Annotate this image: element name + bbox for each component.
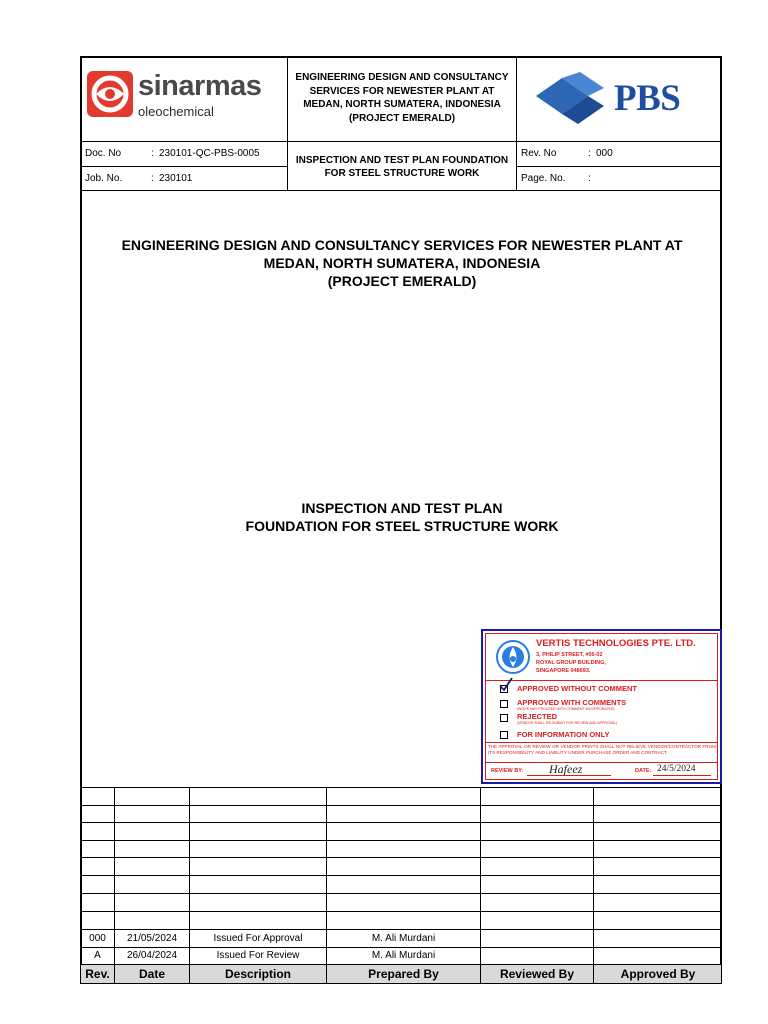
job-no-colon: : <box>151 173 154 184</box>
column-header: Prepared By <box>368 967 439 981</box>
stamp-option-label: APPROVED WITH COMMENTS <box>517 698 627 707</box>
column-header: Date <box>138 967 165 981</box>
job-no-label: Job. No. <box>85 173 123 184</box>
stamp-date-value: 24/5/2024 <box>657 764 696 774</box>
page-no-colon: : <box>588 173 591 184</box>
table-cell: Issued For Approval <box>213 933 303 944</box>
stamp-company: VERTIS TECHNOLOGIES PTE. LTD. <box>536 638 696 649</box>
rev-no-colon: : <box>588 148 591 159</box>
stamp-checkbox-approved-comments[interactable] <box>500 700 508 708</box>
rev-no-label: Rev. No <box>521 148 557 159</box>
sinarmas-emblem-icon <box>86 70 134 118</box>
column-header: Rev. <box>85 967 110 981</box>
table-cell: 21/05/2024 <box>126 933 178 944</box>
vertis-emblem-icon <box>495 639 531 675</box>
column-header: Reviewed By <box>499 967 575 981</box>
table-cell: Issued For Review <box>216 950 300 961</box>
checkmark-icon <box>498 677 514 693</box>
pbs-emblem-icon <box>532 72 608 124</box>
page-no-label: Page. No. <box>521 173 566 184</box>
column-header: Approved By <box>620 967 696 981</box>
stamp-disclaimer: THE APPROVAL OR REVIEW OR VENDOR PRINTS SHALL NOT RELIEVE VENDOR/CONTRACTOR FROM ITS RESPONSIBILITY AND LIABILITY UNDER PURCHASE ORDER AND CONTRACT. <box>488 744 716 755</box>
table-cell: 000 <box>89 933 106 944</box>
stamp-review-by-label: REVIEW BY: <box>491 768 524 774</box>
header-doc-title: INSPECTION AND TEST PLAN FOUNDATION FOR STEEL STRUCTURE WORK <box>295 155 509 179</box>
rev-no-value: 000 <box>596 148 613 159</box>
stamp-option-note: (WORK MAY PROCEED WITH COMMENT INCORPORATED) <box>517 707 615 711</box>
project-title: ENGINEERING DESIGN AND CONSULTANCY SERVICES FOR NEWESTER PLANT AT MEDAN, NORTH SUMATERA, INDONESIA (PROJECT EMERALD) <box>121 237 683 289</box>
column-header: Description <box>224 967 291 981</box>
client-logo <box>86 66 286 124</box>
stamp-checkbox-rejected[interactable] <box>500 714 508 722</box>
table-cell: M. Ali Murdani <box>371 933 436 944</box>
table-cell: M. Ali Murdani <box>371 950 436 961</box>
document-title: INSPECTION AND TEST PLAN FOUNDATION FOR STEEL STRUCTURE WORK <box>245 500 559 534</box>
job-no-value: 230101 <box>159 173 193 184</box>
stamp-option-label: APPROVED WITHOUT COMMENT <box>517 684 637 693</box>
header-project-title: ENGINEERING DESIGN AND CONSULTANCY SERVICES FOR NEWESTER PLANT AT MEDAN, NORTH SUMATERA, INDONESIA (PROJECT EMERALD) <box>295 72 509 124</box>
client-logo-name: sinarmas <box>138 70 262 102</box>
stamp-option-label: FOR INFORMATION ONLY <box>517 730 610 739</box>
stamp-option-label: REJECTED <box>517 712 558 721</box>
table-cell: 26/04/2024 <box>126 950 178 961</box>
doc-no-label: Doc. No <box>85 148 122 159</box>
contractor-logo-name: PBS <box>614 78 681 119</box>
stamp-checkbox-info[interactable] <box>500 731 508 739</box>
doc-no-colon: : <box>151 148 154 159</box>
client-logo-sub: oleochemical <box>138 104 214 119</box>
stamp-address: 3, PHILIP STREET, #05-02 ROYAL GROUP BUILDING, SINGAPORE 048693. <box>536 652 606 674</box>
doc-no-value: 230101-QC-PBS-0005 <box>159 148 260 159</box>
stamp-reviewer-signature: Hafeez <box>549 762 583 776</box>
stamp-date-label: DATE: <box>635 768 652 774</box>
stamp-option-note: (VENDOR SHALL RE-SUBMIT FOR REVIEW AND APPROVAL) <box>517 721 618 725</box>
contractor-logo <box>530 72 720 128</box>
approval-stamp <box>481 629 722 784</box>
table-cell: A <box>94 950 101 961</box>
